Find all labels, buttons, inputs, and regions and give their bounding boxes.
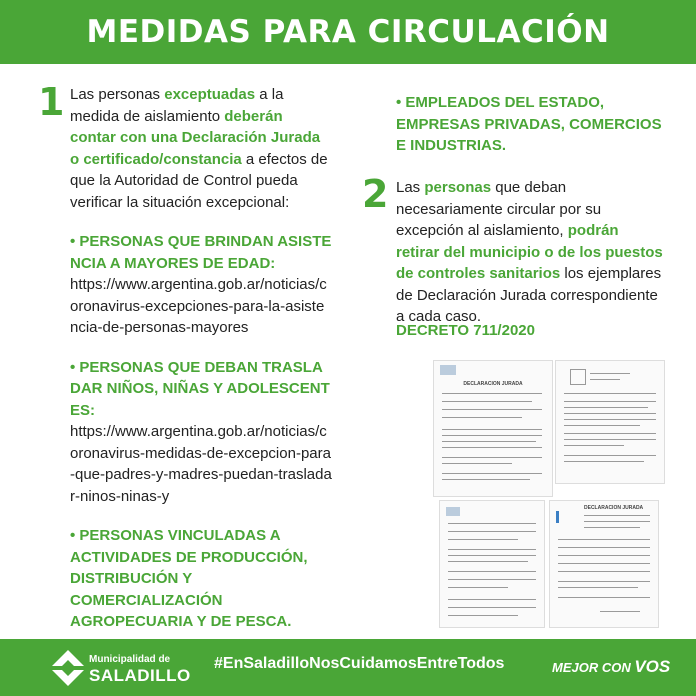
- logo-icon: [556, 511, 579, 523]
- bullet-minors: [70, 357, 332, 508]
- municipality-logo: [52, 646, 202, 690]
- logo-line-2: SALADILLO: [89, 666, 191, 685]
- emblem-icon: [446, 507, 460, 516]
- bullet-url: https://www.argentina.gob.ar/noticias/coronavirus-excepciones-para-la-asistencia-de-personas-mayores: [70, 276, 327, 336]
- item2-text-1: Las: [396, 179, 425, 196]
- slogan-emphasis: VOS: [634, 657, 671, 676]
- bullet-label: EMPLEADOS DEL ESTADO, EMPRESAS PRIVADAS, COMERCIOS E INDUSTRIAS.: [396, 94, 662, 154]
- bullet-assistance: [70, 231, 332, 339]
- bullet-dot-icon: •: [70, 527, 80, 544]
- declaration-document-4: [549, 500, 659, 628]
- bullet-dot-icon: •: [70, 233, 80, 250]
- intro-text-3: a efectos de que la Autoridad de Control pueda verificar la situación excepcional:: [70, 150, 328, 211]
- item1-column: [70, 84, 332, 633]
- saladillo-logo-icon: [52, 650, 84, 686]
- bullet-dot-icon: •: [396, 94, 406, 111]
- item2-highlight-1: personas: [424, 179, 492, 196]
- logo-line-1: Municipalidad de: [89, 654, 171, 665]
- item2-column: [396, 177, 664, 328]
- slogan: [552, 657, 670, 677]
- declaration-document-3: [439, 500, 545, 628]
- doc-title: DECLARACION JURADA: [463, 381, 523, 387]
- emblem-icon: [570, 369, 586, 385]
- bullet-url: https://www.argentina.gob.ar/noticias/coronavirus-medidas-de-excepcion-para-que-padres-y-madres-puedan-trasladar-ninos-ninas-y: [70, 423, 332, 505]
- step-number-2: 2: [362, 172, 389, 216]
- declaration-document-1: [433, 360, 553, 497]
- bullet-label: PERSONAS VINCULADAS A ACTIVIDADES DE PRODUCCIÓN, DISTRIBUCIÓN Y COMERCIALIZACIÓN AGROPECUARIA Y DE PESCA.: [70, 527, 308, 630]
- bullet-dot-icon: •: [70, 358, 80, 376]
- emblem-icon: [440, 365, 456, 375]
- header-banner: [0, 0, 696, 64]
- doc-title: DECLARACION JURADA: [584, 505, 644, 511]
- decree-label: DECRETO 711/2020: [396, 322, 535, 339]
- page-title: MEDIDAS PARA CIRCULACIÓN: [86, 14, 610, 50]
- bullet-label: PERSONAS QUE DEBAN TRASLADAR NIÑOS, NIÑAS Y ADOLESCENTES:: [70, 358, 330, 419]
- intro-highlight-2: deberán contar con una Declaración Jurada o certificado/constancia: [70, 107, 321, 168]
- footer-banner: [0, 639, 696, 696]
- step-number-1: 1: [38, 80, 65, 124]
- bullet-agro: [70, 525, 332, 633]
- item2-highlight-2: podrán retirar del municipio o de los puestos de controles sanitarios: [396, 222, 663, 282]
- intro-text-2: a la medida de aislamiento: [70, 86, 284, 125]
- declaration-document-2: [555, 360, 665, 484]
- bullet-label: PERSONAS QUE BRINDAN ASISTENCIA A MAYORES DE EDAD:: [70, 233, 332, 272]
- item1-intro: [70, 84, 332, 213]
- intro-highlight-1: exceptuadas: [164, 86, 256, 103]
- item2-text-2: que deban necesariamente circular por su excepción al aislamiento,: [396, 179, 602, 239]
- slogan-text: MEJOR CON: [552, 660, 635, 675]
- hashtag: #EnSaladilloNosCuidamosEntreTodos: [214, 655, 505, 672]
- intro-text-1: Las personas: [70, 86, 165, 103]
- item2-text-3: los ejemplares de Declaración Jurada correspondiente a cada caso.: [396, 265, 662, 325]
- bullet-employees: [396, 92, 666, 157]
